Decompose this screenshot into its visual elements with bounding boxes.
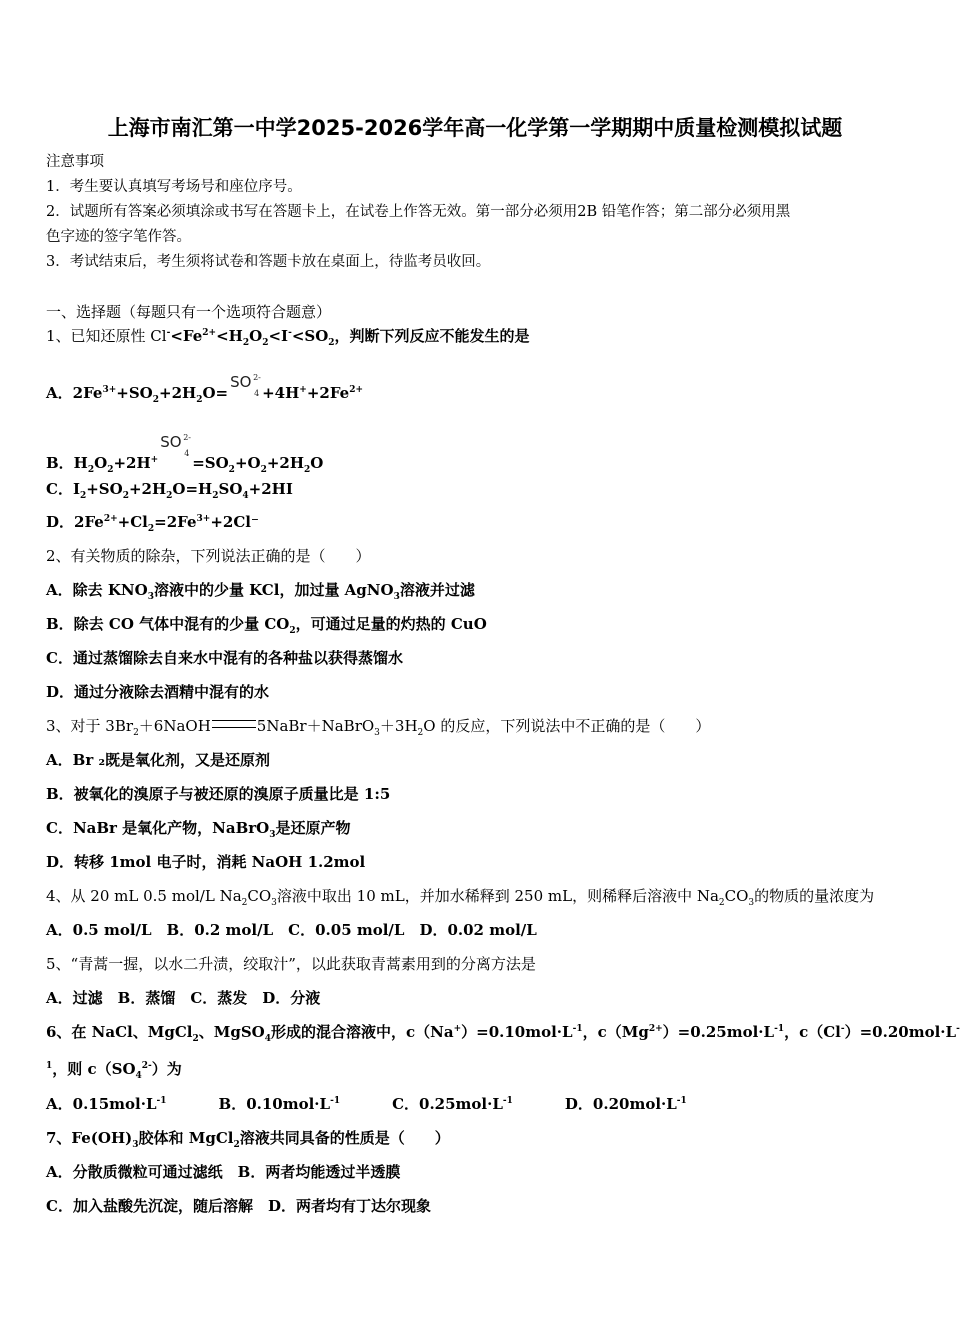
question-2-option-c: C．通过蒸馏除去自来水中混有的各种盐以获得蒸馏水 — [46, 649, 403, 667]
question-6-option-c: C．$0.25mol\cdot L^{-1}$ — [392, 1095, 513, 1113]
notice-item-1: 1．考生要认真填写考场号和座位序号。 — [46, 179, 302, 195]
question-2-option-b: B．除去 CO 气体中混有的少量 $CO_2$，可通过足量的灼热的 CuO — [46, 615, 487, 636]
sulfate-formula-image: SO 2- 4 — [160, 433, 191, 458]
notice-item-3: 3．考试结束后，考生须将试卷和答题卡放在桌面上，待监考员收回。 — [46, 254, 491, 270]
question-3-stem: 3、对于 $3Br_2+6NaOH$ $5NaBr+NaBrO_3+3H_2O$ 的反应，下列说法中不正确的是（ ） — [46, 717, 711, 738]
sulfate-formula-image: SO 2- 4 — [230, 373, 261, 398]
equation-equals-sign — [212, 720, 256, 728]
notice-item-2-cont: 色字迹的签字笔作答。 — [46, 229, 191, 245]
question-6-stem: 6、在 NaCl、MgCl$_2$、MgSO$_4$形成的混合溶液中，$c(Na^+)=0.10mol\cdot L^{-1}$，$c(Mg^{2+})=0.25mol\cdot L^{-1}$，c（Cl-）=0.20mol·L- — [46, 1023, 960, 1044]
question-5-options: A．过滤 B．蒸馏 C．蒸发 D．分液 — [46, 989, 321, 1007]
notice-heading: 注意事项 — [46, 154, 104, 170]
page-title: 上海市南汇第一中学2025-2026学年高一化学第一学期期中质量检测模拟试题 — [107, 116, 843, 140]
question-1-option-b: B．$H_2O_2+2H^+$ SO 2- 4 $=SO_2+O_2+2H_2O$ — [46, 433, 324, 475]
question-6-option-a: A．$0.15mol\cdot L^{-1}$ — [46, 1095, 167, 1113]
question-3-option-d: D．转移 1mol 电子时，消耗 NaOH 1.2mol — [46, 853, 366, 871]
question-2-stem: 2、有关物质的除杂，下列说法正确的是（ ） — [46, 547, 371, 565]
question-2-option-a: A．除去 $KNO_3$溶液中的少量 KCl，加过量 AgNO$_3$溶液并过滤 — [46, 581, 475, 602]
question-4-stem: 4、从 20 mL 0.5 mol/L $Na_2CO_3$溶液中取出 10 mL，并加水稀释到 250 mL，则稀释后溶液中 $Na_2CO_3$的物质的量浓度为 — [46, 887, 875, 908]
question-7-options-ab: A．分散质微粒可通过滤纸 B．两者均能透过半透膜 — [46, 1163, 401, 1181]
question-7-stem: 7、$Fe(OH)_3$胶体和 MgCl$_2$溶液共同具备的性质是（ ） — [46, 1129, 450, 1150]
section-heading: 一、选择题（每题只有一个选项符合题意） — [46, 303, 332, 321]
question-3-option-a: A．Br ₂既是氧化剂，又是还原剂 — [46, 751, 271, 769]
question-6-option-d: D．$0.20mol\cdot L^{-1}$ — [564, 1095, 687, 1113]
question-2-option-d: D．通过分液除去酒精中混有的水 — [46, 683, 270, 701]
question-1-stem: 1、已知还原性 $Cl^-<Fe^{2+}<H_2O_2<I^-<SO_2$，判断下列反应不能发生的是 — [46, 327, 530, 348]
question-1-option-c: C．$I_2+SO_2+2H_2O=H_2SO_4+2HI$ — [46, 480, 293, 501]
question-7-options-cd: C．加入盐酸先沉淀，随后溶解 D．两者均有丁达尔现象 — [46, 1197, 431, 1215]
question-5-stem: 5、“青蒿一握，以水二升渍，绞取汁”，以此获取青蒿素用到的分离方法是 — [46, 955, 536, 973]
question-6-options — [46, 1094, 687, 1114]
question-1-option-d: D．$2Fe^{2+}+Cl_2=2Fe^{3+}+2Cl^-$ — [46, 513, 259, 534]
question-3-option-b: B．被氧化的溴原子与被还原的溴原子质量比是 1:5 — [46, 785, 391, 803]
question-6-option-b: B．$0.10mol\cdot L^{-1}$ — [218, 1095, 341, 1113]
question-3-option-c: C．NaBr 是氧化产物，NaBrO$_3$是还原产物 — [46, 819, 351, 840]
question-6-stem-cont: $^1$，则 $c(SO_4^{2-})$为 — [46, 1060, 182, 1081]
question-1-option-a: A．$2Fe^{3+}+SO_2+2H_2O=$ SO 2- 4 $+4H^++2Fe^{2+}$ — [46, 373, 364, 405]
question-4-options: A．0.5 mol/L B．0.2 mol/L C．0.05 mol/L D．0.02 mol/L — [46, 921, 537, 939]
notice-item-2: 2．试题所有答案必须填涂或书写在答题卡上，在试卷上作答无效。第一部分必须用2B 铅笔作答；第二部分必须用黑 — [46, 204, 791, 220]
